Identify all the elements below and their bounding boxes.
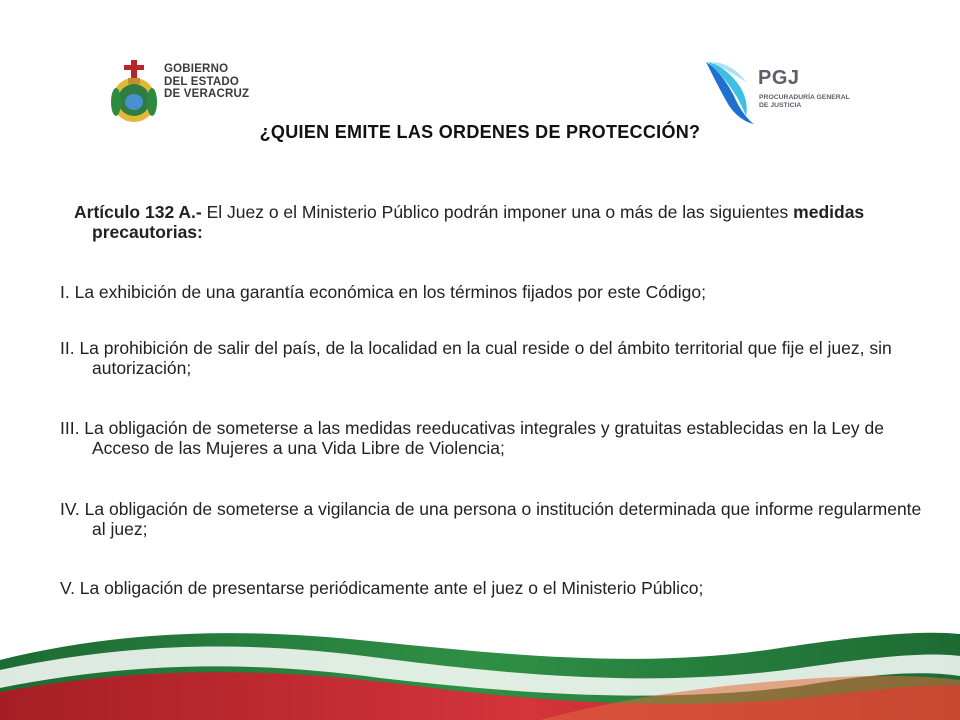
list-item-1: I. La exhibición de una garantía económica en los términos fijados por este Código; <box>60 282 706 302</box>
list-item-3: III. La obligación de someterse a las medidas reeducativas integrales y gratuitas establecidas en la Ley de Acceso de las Mujeres a una Vida Libre de Violencia; <box>60 418 884 458</box>
veracruz-line3: DE VERACRUZ <box>164 88 250 100</box>
veracruz-logo-text <box>164 63 249 101</box>
pgj-acronym: PGJ <box>758 67 800 89</box>
veracruz-line1: GOBIERNO <box>164 63 229 75</box>
article-label: Artículo 132 A.- <box>74 202 202 222</box>
footer-waves <box>0 600 960 720</box>
pgj-line1: PROCURADURÍA GENERAL <box>759 94 850 101</box>
veracruz-shield-icon <box>106 58 162 124</box>
list-item-5: V. La obligación de presentarse periódicamente ante el juez o el Ministerio Público; <box>60 578 704 598</box>
pgj-swoosh-icon <box>704 58 758 126</box>
pgj-subtitle <box>759 94 850 110</box>
article-text: El Juez o el Ministerio Público podrán imponer una o más de las siguientes <box>201 202 794 222</box>
pgj-line2: DE JUSTICIA <box>759 102 802 109</box>
list-item-2: II. La prohibición de salir del país, de la localidad en la cual reside o del ámbito territorial que fije el juez, sin autorización; <box>60 338 892 378</box>
logo-gobierno-veracruz <box>106 58 266 124</box>
article-bold-tail: medidas precautorias: <box>92 202 865 242</box>
page-title: ¿QUIEN EMITE LAS ORDENES DE PROTECCIÓN? <box>259 122 701 142</box>
list-item-4: IV. La obligación de someterse a vigilancia de una persona o institución determinada que informe regularmente al juez; <box>60 499 922 539</box>
veracruz-line2: DEL ESTADO <box>164 75 240 88</box>
logo-pgj <box>704 58 864 128</box>
article-paragraph <box>60 202 922 242</box>
